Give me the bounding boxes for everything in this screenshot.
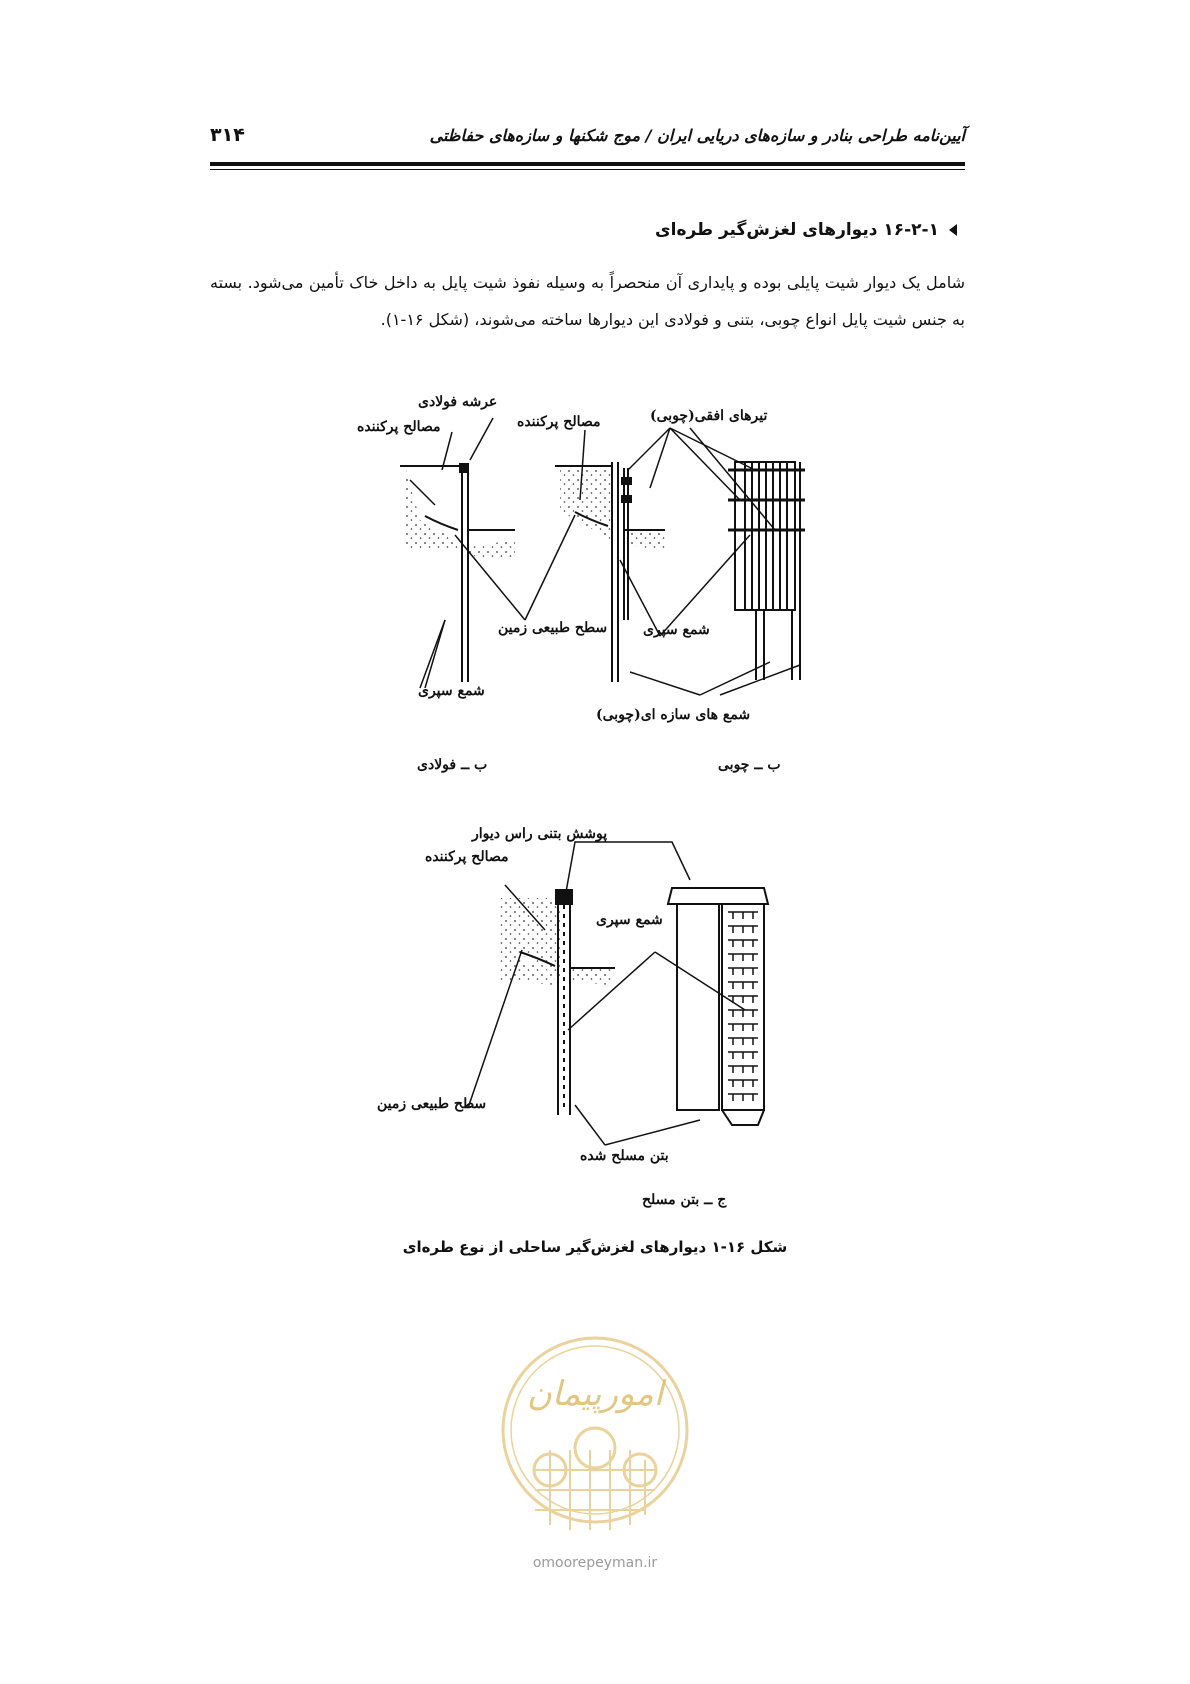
label-concrete-cap: پوشش بتنی راس دیوار — [472, 826, 608, 842]
watermark-logo-text: امورپیمان — [526, 1374, 664, 1414]
label-fill-material-a: مصالح پرکننده — [357, 419, 441, 435]
watermark-url: omoorepeyman.ir — [532, 1555, 658, 1571]
label-sheet-pile-c: شمع سپری — [596, 912, 663, 928]
label-sheet-pile-a: شمع سپری — [418, 683, 485, 699]
page-number: ۳۱۴ — [210, 124, 245, 146]
watermark-logo — [495, 1330, 695, 1575]
label-natural-ground-c: سطح طبیعی زمین — [377, 1096, 487, 1112]
steel-wall-diagram — [400, 464, 515, 682]
section-heading-text: ۱۶-۲-۱ دیوارهای لغزش‌گیر طره‌ای — [655, 220, 939, 240]
figure-caption: شکل ۱۶-۱ دیوارهای لغزش‌گیر ساحلی از نوع طره‌ای — [402, 1238, 788, 1256]
label-steel-cap: عرشه فولادی — [418, 394, 498, 410]
label-subfigure-concrete: ج ــ بتن مسلح — [642, 1192, 727, 1208]
label-horizontal-beams: تیرهای افقی(چوبی) — [650, 408, 768, 424]
label-natural-ground-a: سطح طبیعی زمین — [498, 620, 608, 636]
concrete-elevation-diagram — [668, 888, 768, 1125]
running-title: آیین‌نامه طراحی بنادر و سازه‌های دریایی ایران / موج شکنها و سازه‌های حفاظتی — [429, 126, 965, 145]
label-subfigure-wood: ب ــ چوبی — [718, 757, 781, 773]
label-sheet-pile-b: شمع سپری — [643, 622, 710, 638]
body-paragraph: شامل یک دیوار شیت پایلی بوده و پایداری آن منحصراً به وسیله نفوذ شیت پایل به داخل خاک تأمین می‌شود. بسته به جنس شیت پایل انواع چوبی، بتنی و فولادی این دیوارها ساخته می‌شوند، (شکل ۱۶-۱). — [210, 273, 965, 329]
label-fill-material-c: مصالح پرکننده — [425, 849, 509, 865]
label-fill-material-b: مصالح پرکننده — [517, 414, 601, 430]
label-reinforced-concrete: بتن مسلح شده — [580, 1148, 669, 1164]
wooden-wall-diagram — [555, 462, 665, 682]
label-subfigure-steel: ب ــ فولادی — [417, 757, 488, 773]
wooden-elevation-diagram — [728, 462, 805, 680]
label-structural-piles: شمع های سازه ای(چوبی) — [596, 707, 751, 723]
